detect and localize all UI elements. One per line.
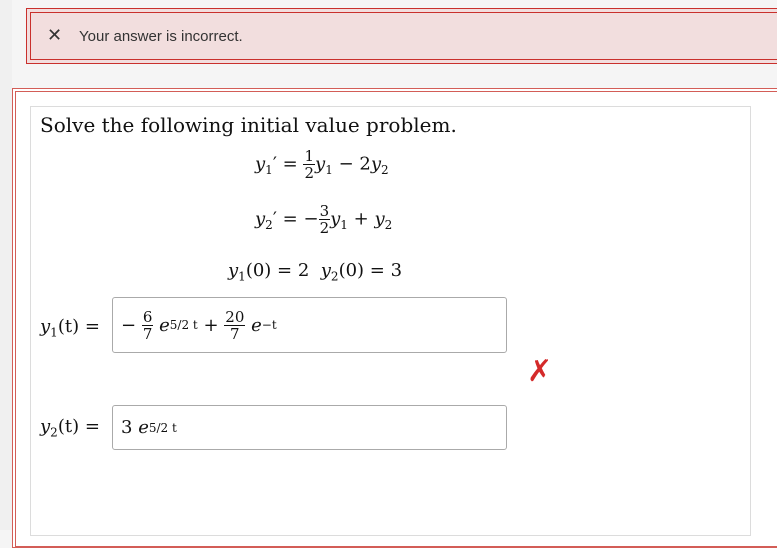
eq1-term2-sub: 2 (381, 163, 389, 178)
eq2-equals: = (282, 208, 298, 230)
answer-y2-coef: 3 (121, 417, 133, 438)
answer-y1-label (40, 316, 100, 340)
eq1-op: − (338, 153, 354, 175)
answer-y1-frac1-den: 7 (142, 324, 153, 343)
eq1-equals: = (282, 153, 298, 175)
answer-y2-rest: (t) = (57, 416, 100, 437)
eq2-op: + (353, 208, 369, 230)
ic1-sub: 1 (238, 269, 246, 284)
eq2-sign: − (303, 208, 319, 230)
eq1-term1-sub: 1 (325, 163, 333, 178)
ic2-sub: 2 (330, 269, 339, 284)
answer-y1-frac2-num: 20 (225, 307, 245, 326)
eq2-term2-var: y (374, 208, 385, 230)
eq1-fraction (303, 148, 315, 181)
ic2-rest: (0) = 3 (338, 260, 403, 281)
answer-y1-var: y (40, 316, 51, 337)
equation-2 (255, 203, 392, 236)
eq1-lhs: y (255, 153, 266, 175)
ic2-var: y (320, 260, 331, 281)
eq1-term1-var: y (315, 153, 326, 175)
eq2-lhs: y (255, 208, 266, 230)
answer-y1-field[interactable] (112, 297, 507, 353)
answer-y1-plus: + (203, 314, 219, 336)
answer-y1-frac1 (142, 309, 154, 342)
answer-y2-sub: 2 (50, 425, 58, 440)
equation-1 (255, 148, 389, 181)
ic1-rest: (0) = 2 (245, 260, 310, 281)
answer-y1-exp1-exp: 5/2 t (169, 318, 198, 332)
answer-y1-rest: (t) = (57, 316, 100, 337)
question-prompt: Solve the following initial value problem. (40, 113, 457, 137)
answer-y2-field[interactable] (112, 405, 507, 450)
answer-y1-exp1-base: e (159, 314, 170, 336)
wrong-x-icon: ✗ (527, 354, 553, 389)
answer-y1-exp2-base: e (251, 314, 262, 336)
eq1-prime: ′ (272, 153, 277, 175)
eq2-term1-sub: 1 (340, 218, 348, 233)
feedback-banner (26, 8, 777, 64)
eq2-term1-var: y (330, 208, 341, 230)
answer-y2-exp-base: e (138, 417, 149, 438)
eq1-frac-num: 1 (304, 147, 315, 165)
eq2-frac-num: 3 (319, 202, 330, 220)
answer-y2-var: y (40, 416, 51, 437)
eq2-frac-den: 2 (319, 219, 330, 237)
eq2-prime: ′ (272, 208, 277, 230)
eq1-frac-den: 2 (304, 164, 315, 182)
left-strip (0, 0, 12, 530)
initial-conditions (228, 260, 402, 284)
eq2-lhs-sub: 2 (265, 218, 273, 233)
eq2-term2-sub: 2 (384, 218, 393, 233)
answer-y1-sign: − (121, 314, 137, 336)
answer-y1-frac2-den: 7 (230, 324, 240, 343)
eq1-term2-coef: 2 (359, 153, 371, 175)
answer-y2-label (40, 416, 100, 440)
eq1-term2-var: y (370, 153, 382, 175)
answer-y1-exp2-exp: −t (261, 318, 277, 332)
feedback-message: Your answer is incorrect. (79, 27, 243, 45)
answer-y2-exp-exp: 5/2 t (148, 420, 177, 435)
eq1-lhs-sub: 1 (265, 163, 273, 178)
answer-y1-frac2 (224, 309, 245, 342)
answer-y1-frac1-num: 6 (142, 307, 153, 326)
close-icon: ✕ (47, 25, 63, 46)
eq2-fraction (319, 203, 331, 236)
feedback-banner-inner (30, 12, 777, 60)
ic1-var: y (228, 260, 239, 281)
answer-y1-sub: 1 (50, 325, 58, 340)
